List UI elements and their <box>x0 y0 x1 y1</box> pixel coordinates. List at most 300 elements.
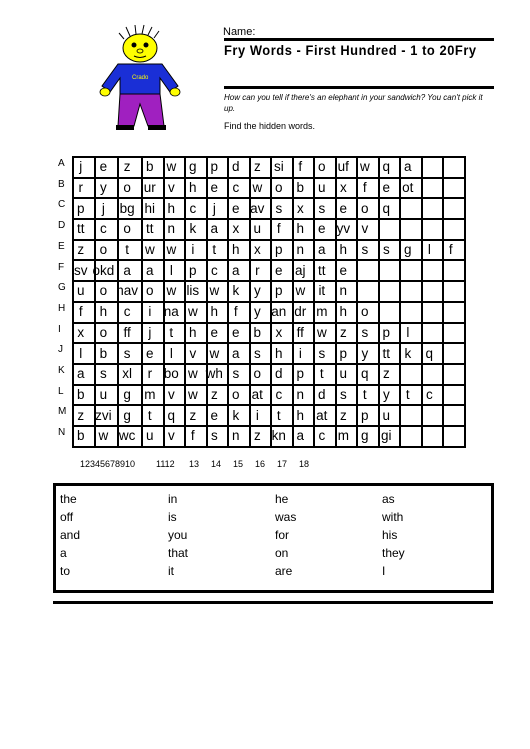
grid-cell[interactable] <box>250 302 272 323</box>
grid-cell[interactable] <box>207 157 229 178</box>
grid-letter: h <box>296 407 305 423</box>
grid-letter: o <box>99 283 108 299</box>
grid-cell[interactable] <box>443 219 465 240</box>
grid-cell[interactable] <box>400 405 422 426</box>
grid-cell[interactable] <box>314 219 336 240</box>
grid-cell[interactable] <box>293 157 315 178</box>
grid-cell[interactable] <box>357 405 379 426</box>
grid-cell[interactable] <box>118 385 142 406</box>
grid-cell[interactable] <box>336 198 358 219</box>
grid-cell[interactable] <box>164 426 186 447</box>
row-label: L <box>58 385 64 397</box>
grid-cell[interactable] <box>228 198 250 219</box>
grid-cell[interactable] <box>422 178 444 199</box>
grid-cell[interactable] <box>314 405 336 426</box>
grid-cell[interactable] <box>336 281 358 302</box>
grid-cell[interactable] <box>314 302 336 323</box>
grid-cell[interactable] <box>207 260 229 281</box>
grid-cell[interactable] <box>164 198 186 219</box>
grid-cell[interactable] <box>314 343 336 364</box>
grid-cell[interactable] <box>185 281 207 302</box>
grid-cell[interactable] <box>118 302 142 323</box>
grid-letter: r <box>255 262 260 278</box>
grid-cell[interactable] <box>228 364 250 385</box>
grid-cell[interactable] <box>95 219 119 240</box>
grid-cell[interactable] <box>142 302 164 323</box>
grid-cell[interactable] <box>73 178 95 199</box>
grid-cell[interactable] <box>400 157 422 178</box>
grid-letter: g <box>123 407 131 423</box>
grid-cell[interactable] <box>357 198 379 219</box>
grid-cell[interactable] <box>95 405 119 426</box>
grid-cell[interactable] <box>422 198 444 219</box>
grid-cell[interactable] <box>293 281 315 302</box>
grid-cell[interactable] <box>250 240 272 261</box>
grid-letter: at <box>316 407 328 423</box>
grid-cell[interactable] <box>228 385 250 406</box>
grid-letter: b <box>146 159 154 175</box>
grid-cell[interactable] <box>95 178 119 199</box>
grid-cell[interactable] <box>422 157 444 178</box>
word-bank-word: they <box>382 546 405 560</box>
grid-cell[interactable] <box>400 385 422 406</box>
grid-cell[interactable] <box>185 405 207 426</box>
grid-cell[interactable] <box>95 426 119 447</box>
grid-cell[interactable] <box>142 385 164 406</box>
grid-cell[interactable] <box>73 240 95 261</box>
grid-cell[interactable] <box>164 240 186 261</box>
word-bank-word: in <box>168 492 178 506</box>
grid-cell[interactable] <box>271 343 293 364</box>
grid-cell[interactable] <box>443 198 465 219</box>
grid-cell[interactable] <box>400 281 422 302</box>
grid-cell[interactable] <box>271 405 293 426</box>
grid-cell[interactable] <box>164 385 186 406</box>
grid-cell[interactable] <box>95 302 119 323</box>
grid-cell[interactable] <box>118 323 142 344</box>
grid-cell[interactable] <box>250 260 272 281</box>
grid-letter: e <box>339 200 348 216</box>
grid-cell[interactable] <box>228 219 250 240</box>
grid-cell[interactable] <box>379 178 401 199</box>
grid-letter: y <box>361 345 369 361</box>
grid-cell[interactable] <box>228 426 250 447</box>
grid-cell[interactable] <box>400 219 422 240</box>
grid-cell[interactable] <box>379 260 401 281</box>
grid-cell[interactable] <box>164 260 186 281</box>
grid-cell[interactable] <box>207 178 229 199</box>
grid-cell[interactable] <box>271 426 293 447</box>
grid-cell[interactable] <box>314 178 336 199</box>
grid-letter: t <box>125 242 130 258</box>
grid-letter: q <box>425 345 434 361</box>
grid-cell[interactable] <box>142 240 164 261</box>
grid-cell[interactable] <box>293 302 315 323</box>
grid-cell[interactable] <box>185 157 207 178</box>
grid-cell[interactable] <box>379 364 401 385</box>
grid-cell[interactable] <box>400 178 422 199</box>
grid-cell[interactable] <box>250 385 272 406</box>
grid-cell[interactable] <box>73 281 95 302</box>
grid-cell[interactable] <box>379 302 401 323</box>
grid-cell[interactable] <box>443 364 465 385</box>
grid-cell[interactable] <box>142 364 164 385</box>
grid-cell[interactable] <box>443 343 465 364</box>
grid-cell[interactable] <box>357 364 379 385</box>
word-search-grid <box>72 156 466 448</box>
grid-cell[interactable] <box>422 260 444 281</box>
grid-cell[interactable] <box>422 323 444 344</box>
grid-cell[interactable] <box>314 364 336 385</box>
grid-cell[interactable] <box>164 302 186 323</box>
grid-cell[interactable] <box>95 281 119 302</box>
grid-cell[interactable] <box>443 178 465 199</box>
grid-cell[interactable] <box>422 219 444 240</box>
grid-cell[interactable] <box>336 302 358 323</box>
grid-cell[interactable] <box>164 343 186 364</box>
grid-cell[interactable] <box>400 240 422 261</box>
grid-cell[interactable] <box>422 240 444 261</box>
grid-cell[interactable] <box>92 260 119 281</box>
grid-letter: p <box>296 366 305 382</box>
grid-letter: r <box>78 180 83 196</box>
grid-letter: s <box>123 345 131 361</box>
grid-cell[interactable] <box>185 426 207 447</box>
grid-cell[interactable] <box>228 343 250 364</box>
word-bank-word: I <box>382 564 386 578</box>
grid-cell[interactable] <box>422 426 444 447</box>
grid-letter: b <box>76 428 85 444</box>
grid-cell[interactable] <box>185 323 207 344</box>
grid-cell[interactable] <box>271 240 293 261</box>
grid-cell[interactable] <box>379 405 401 426</box>
grid-letter: w <box>166 283 177 299</box>
grid-cell[interactable] <box>422 385 444 406</box>
grid-cell[interactable] <box>293 426 315 447</box>
row-label: D <box>58 220 66 232</box>
grid-cell[interactable] <box>443 302 465 323</box>
grid-cell[interactable] <box>185 219 207 240</box>
grid-letter: o <box>123 221 131 237</box>
grid-cell[interactable] <box>379 198 401 219</box>
grid-cell[interactable] <box>357 343 379 364</box>
grid-cell[interactable] <box>400 260 422 281</box>
grid-letter: n <box>339 283 348 299</box>
grid-cell[interactable] <box>118 343 142 364</box>
grid-cell[interactable] <box>164 281 186 302</box>
grid-cell[interactable] <box>142 405 164 426</box>
grid-cell[interactable] <box>271 364 293 385</box>
grid-cell[interactable] <box>336 385 358 406</box>
grid-cell[interactable] <box>164 323 186 344</box>
grid-cell[interactable] <box>228 157 250 178</box>
grid-cell[interactable] <box>400 426 422 447</box>
grid-row <box>73 385 465 406</box>
grid-cell[interactable] <box>164 157 186 178</box>
grid-letter: z <box>123 159 131 175</box>
grid-cell[interactable] <box>336 240 358 261</box>
grid-cell[interactable] <box>314 281 336 302</box>
grid-cell[interactable] <box>95 385 119 406</box>
grid-cell[interactable] <box>379 240 401 261</box>
grid-cell[interactable] <box>422 281 444 302</box>
grid-cell[interactable] <box>118 260 142 281</box>
grid-cell[interactable] <box>250 157 272 178</box>
grid-cell[interactable] <box>118 219 142 240</box>
grid-cell[interactable] <box>336 405 358 426</box>
grid-cell[interactable] <box>379 426 401 447</box>
grid-cell[interactable] <box>185 198 207 219</box>
grid-cell[interactable] <box>357 240 379 261</box>
grid-cell[interactable] <box>95 323 119 344</box>
grid-letter: o <box>232 386 240 402</box>
grid-cell[interactable] <box>73 385 95 406</box>
grid-letter: t <box>405 386 410 402</box>
grid-letter: u <box>76 283 85 299</box>
grid-cell[interactable] <box>164 405 186 426</box>
grid-cell[interactable] <box>422 364 444 385</box>
grid-cell[interactable] <box>73 198 95 219</box>
grid-cell[interactable] <box>357 157 379 178</box>
grid-letter: w <box>187 304 198 320</box>
grid-letter: u <box>318 180 326 196</box>
grid-cell[interactable] <box>357 281 379 302</box>
grid-cell[interactable] <box>228 302 250 323</box>
grid-cell[interactable] <box>357 385 379 406</box>
grid-cell[interactable] <box>73 302 95 323</box>
grid-cell[interactable] <box>73 260 95 281</box>
grid-cell[interactable] <box>357 302 379 323</box>
grid-cell[interactable] <box>250 343 272 364</box>
grid-cell[interactable] <box>271 281 293 302</box>
grid-cell[interactable] <box>207 426 229 447</box>
grid-cell[interactable] <box>250 323 272 344</box>
grid-cell[interactable] <box>207 281 229 302</box>
grid-cell[interactable] <box>293 260 315 281</box>
grid-cell[interactable] <box>95 157 119 178</box>
grid-cell[interactable] <box>73 157 95 178</box>
grid-cell[interactable] <box>142 260 164 281</box>
grid-cell[interactable] <box>271 198 293 219</box>
grid-cell[interactable] <box>164 364 186 385</box>
grid-cell[interactable] <box>357 178 379 199</box>
grid-cell[interactable] <box>207 198 229 219</box>
grid-cell[interactable] <box>250 405 272 426</box>
grid-cell[interactable] <box>314 260 336 281</box>
grid-cell[interactable] <box>293 240 315 261</box>
grid-cell[interactable] <box>336 219 358 240</box>
grid-cell[interactable] <box>118 157 142 178</box>
grid-cell[interactable] <box>185 385 207 406</box>
column-number: 13 <box>189 459 200 469</box>
grid-cell[interactable] <box>207 219 229 240</box>
grid-cell[interactable] <box>207 323 229 344</box>
grid-cell[interactable] <box>142 157 164 178</box>
grid-cell[interactable] <box>271 260 293 281</box>
grid-cell[interactable] <box>379 323 401 344</box>
grid-cell[interactable] <box>271 385 293 406</box>
grid-cell[interactable] <box>164 219 186 240</box>
grid-cell[interactable] <box>400 198 422 219</box>
grid-cell[interactable] <box>443 281 465 302</box>
grid-letter: l <box>406 324 410 340</box>
grid-cell[interactable] <box>336 343 358 364</box>
grid-cell[interactable] <box>314 323 336 344</box>
grid-cell[interactable] <box>314 426 336 447</box>
grid-cell[interactable] <box>250 178 272 199</box>
grid-cell[interactable] <box>314 385 336 406</box>
grid-cell[interactable] <box>400 343 422 364</box>
grid-letter: h <box>189 324 197 340</box>
grid-cell[interactable] <box>379 157 401 178</box>
grid-cell[interactable] <box>443 323 465 344</box>
grid-cell[interactable] <box>207 302 229 323</box>
grid-cell[interactable] <box>142 198 164 219</box>
grid-cell[interactable] <box>443 157 465 178</box>
grid-cell[interactable] <box>443 240 465 261</box>
grid-cell[interactable] <box>228 260 250 281</box>
grid-cell[interactable] <box>336 157 358 178</box>
grid-cell[interactable] <box>293 405 315 426</box>
grid-cell[interactable] <box>314 240 336 261</box>
grid-letter: u <box>253 221 262 237</box>
grid-cell[interactable] <box>400 302 422 323</box>
grid-cell[interactable] <box>379 281 401 302</box>
grid-cell[interactable] <box>95 343 119 364</box>
row-label: I <box>58 323 61 335</box>
row-label: H <box>58 302 66 314</box>
grid-cell[interactable] <box>271 323 293 344</box>
grid-cell[interactable] <box>271 157 293 178</box>
grid-cell[interactable] <box>73 405 95 426</box>
grid-cell[interactable] <box>185 260 207 281</box>
bottom-rule <box>53 601 493 604</box>
grid-cell[interactable] <box>357 219 379 240</box>
grid-cell[interactable] <box>228 405 250 426</box>
grid-cell[interactable] <box>207 364 229 385</box>
grid-cell[interactable] <box>336 364 358 385</box>
grid-cell[interactable] <box>357 323 379 344</box>
grid-cell[interactable] <box>443 385 465 406</box>
grid-cell[interactable] <box>357 426 379 447</box>
grid-cell[interactable] <box>185 240 207 261</box>
grid-cell[interactable] <box>443 260 465 281</box>
grid-cell[interactable] <box>336 323 358 344</box>
row-label: A <box>58 158 65 169</box>
grid-cell[interactable] <box>336 260 358 281</box>
grid-cell[interactable] <box>118 364 142 385</box>
grid-cell[interactable] <box>422 302 444 323</box>
grid-cell[interactable] <box>185 302 207 323</box>
grid-cell[interactable] <box>185 343 207 364</box>
grid-cell[interactable] <box>422 343 444 364</box>
grid-letter: v <box>167 386 175 402</box>
grid-cell[interactable] <box>379 385 401 406</box>
grid-letter: e <box>146 345 154 361</box>
grid-cell[interactable] <box>95 240 119 261</box>
grid-cell[interactable] <box>207 240 229 261</box>
grid-cell[interactable] <box>73 323 95 344</box>
grid-cell[interactable] <box>95 364 119 385</box>
grid-cell[interactable] <box>142 323 164 344</box>
grid-cell[interactable] <box>207 385 229 406</box>
grid-cell[interactable] <box>207 405 229 426</box>
grid-cell[interactable] <box>118 240 142 261</box>
grid-cell[interactable] <box>73 219 95 240</box>
grid-cell[interactable] <box>443 426 465 447</box>
grid-cell[interactable] <box>271 302 293 323</box>
grid-cell[interactable] <box>228 240 250 261</box>
grid-cell[interactable] <box>95 198 119 219</box>
grid-cell[interactable] <box>118 178 142 199</box>
grid-cell[interactable] <box>400 323 422 344</box>
grid-cell[interactable] <box>118 198 142 219</box>
grid-cell[interactable] <box>293 364 315 385</box>
grid-cell[interactable] <box>293 219 315 240</box>
grid-cell[interactable] <box>422 405 444 426</box>
grid-cell[interactable] <box>164 178 186 199</box>
grid-cell[interactable] <box>443 405 465 426</box>
grid-cell[interactable] <box>142 426 164 447</box>
grid-cell[interactable] <box>293 343 315 364</box>
grid-cell[interactable] <box>271 178 293 199</box>
grid-cell[interactable] <box>185 178 207 199</box>
grid-cell[interactable] <box>118 426 142 447</box>
grid-cell[interactable] <box>228 281 250 302</box>
grid-cell[interactable] <box>293 385 315 406</box>
grid-cell[interactable] <box>250 426 272 447</box>
word-bank-word: his <box>382 528 398 542</box>
grid-cell[interactable] <box>293 178 315 199</box>
grid-cell[interactable] <box>336 426 358 447</box>
grid-cell[interactable] <box>250 198 272 219</box>
grid-letter: i <box>255 407 259 423</box>
grid-cell[interactable] <box>314 157 336 178</box>
grid-cell[interactable] <box>118 281 142 302</box>
grid-cell[interactable] <box>250 219 272 240</box>
grid-letter: t <box>276 407 281 423</box>
grid-cell[interactable] <box>73 426 95 447</box>
grid-cell[interactable] <box>228 323 250 344</box>
grid-cell[interactable] <box>142 219 164 240</box>
grid-cell[interactable] <box>142 178 164 199</box>
grid-cell[interactable] <box>207 343 229 364</box>
grid-cell[interactable] <box>73 343 95 364</box>
grid-letter: q <box>167 407 176 423</box>
grid-cell[interactable] <box>185 364 207 385</box>
grid-letter: p <box>210 159 219 175</box>
grid-cell[interactable] <box>314 198 336 219</box>
grid-letter: e <box>232 324 240 340</box>
grid-cell[interactable] <box>293 323 315 344</box>
grid-cell[interactable] <box>118 405 142 426</box>
grid-cell[interactable] <box>73 364 95 385</box>
grid-cell[interactable] <box>400 364 422 385</box>
grid-letter: q <box>382 159 391 175</box>
grid-cell[interactable] <box>293 198 315 219</box>
grid-cell[interactable] <box>379 219 401 240</box>
grid-cell[interactable] <box>379 343 401 364</box>
grid-cell[interactable] <box>228 178 250 199</box>
grid-cell[interactable] <box>336 178 358 199</box>
grid-row <box>73 198 465 219</box>
grid-cell[interactable] <box>142 281 164 302</box>
grid-cell[interactable] <box>271 219 293 240</box>
grid-cell[interactable] <box>357 260 379 281</box>
grid-cell[interactable] <box>250 281 272 302</box>
grid-cell[interactable] <box>142 343 164 364</box>
grid-cell[interactable] <box>250 364 272 385</box>
